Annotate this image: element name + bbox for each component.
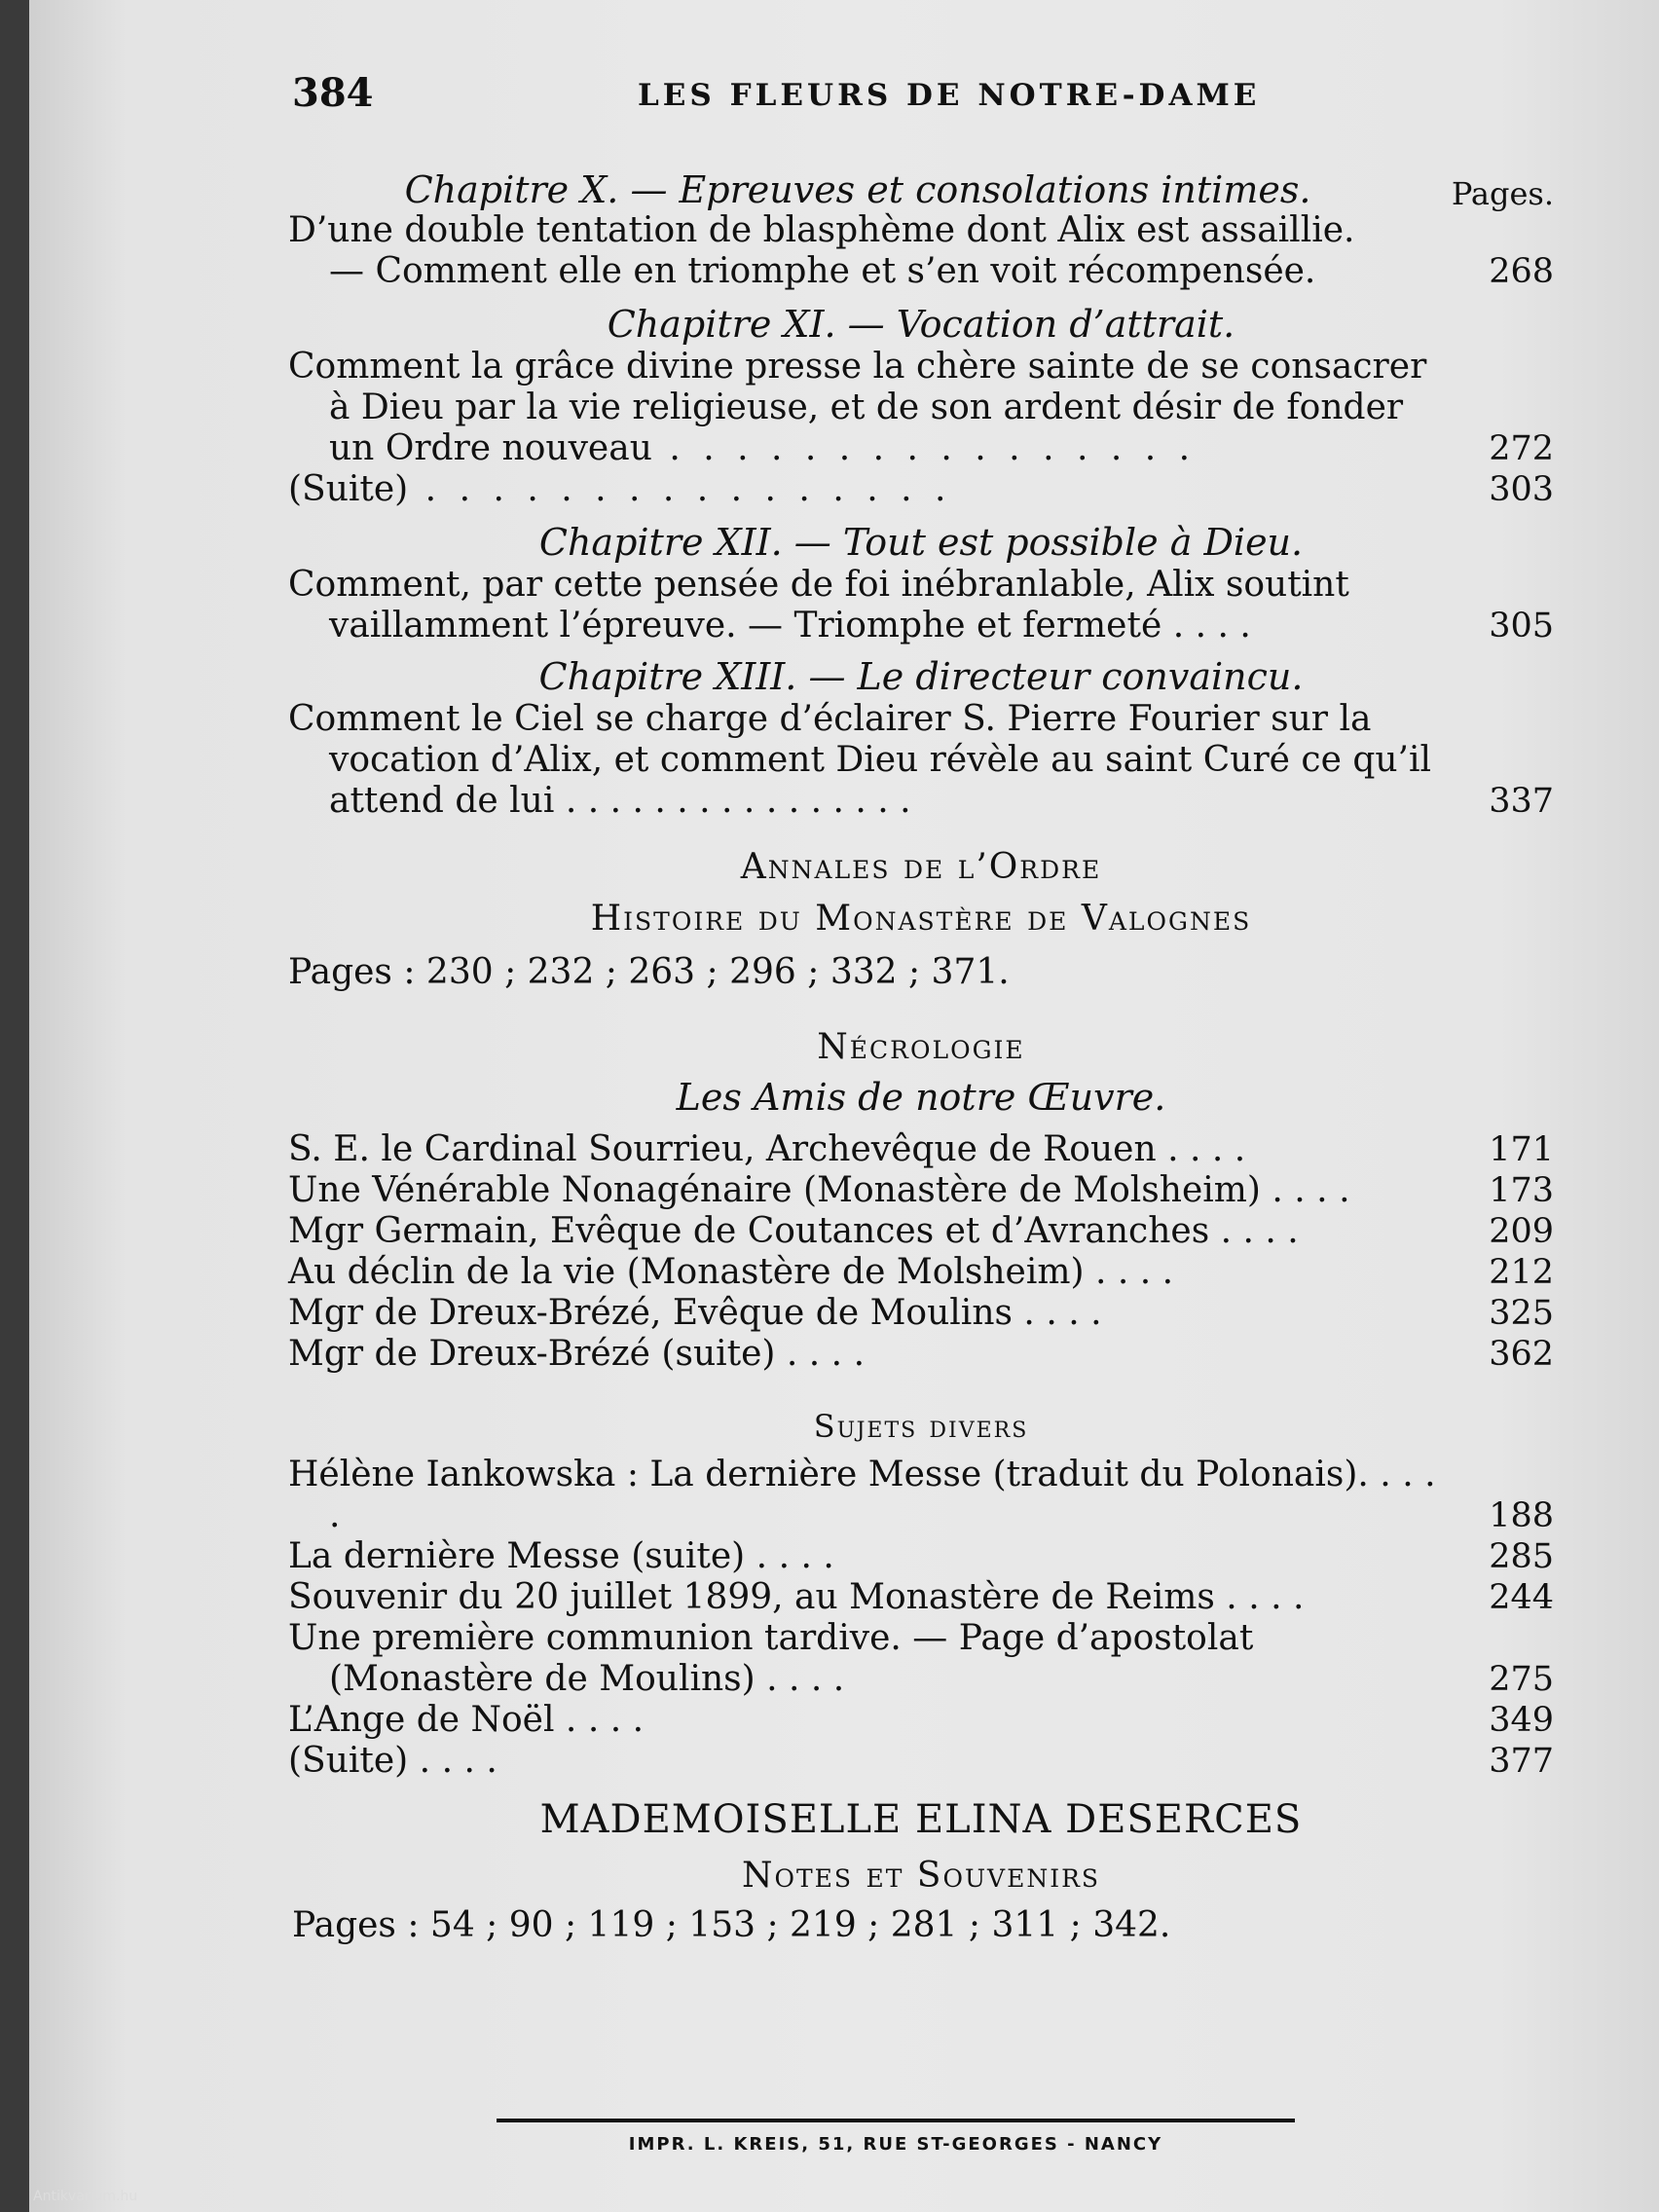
entry-text-line: — Comment elle en triomphe et s’en voit récompensée. — [329, 251, 1316, 291]
section-subheading: Histoire du Monastère de Valognes — [590, 899, 1252, 939]
divers-list — [288, 1455, 1554, 1782]
entry-text: Comment le Ciel se charge d’éclairer S. Pierre Fourier sur la vocation d’Alix, et comment Dieu révèle au saint Curé ce qu’il attend de lui — [288, 699, 1432, 821]
entry-page: 173 — [1489, 1171, 1554, 1210]
chapter-title: Chapitre XIII. — Le directeur convaincu. — [538, 655, 1304, 698]
dot-leader: . . . . — [1209, 1211, 1299, 1251]
entry-page: 377 — [1489, 1742, 1554, 1781]
entry-page: 349 — [1489, 1701, 1554, 1740]
dot-leader: . . . . — [745, 1536, 834, 1576]
toc-entry — [288, 1618, 1554, 1700]
toc-entry — [288, 1455, 1554, 1536]
entry-text: Mgr de Dreux-Brézé, Evêque de Moulins — [288, 1293, 1013, 1333]
watermark: Antikvarium.hu — [33, 2189, 138, 2204]
toc-entry — [288, 699, 1554, 822]
section-heading: Nécrologie — [817, 1027, 1025, 1067]
dot-leader — [652, 428, 1196, 468]
necrologie-list — [288, 1129, 1554, 1375]
toc-entry — [288, 1577, 1554, 1618]
entry-text-line: D’une double tentation de blasphème dont Alix est assaillie. — [288, 210, 1355, 250]
chapter-title: Chapitre XII. — Tout est possible à Dieu. — [538, 521, 1304, 564]
entry-text: Souvenir du 20 juillet 1899, au Monastère de Reims — [288, 1577, 1215, 1617]
dot-leader: . . . . — [1214, 1577, 1305, 1617]
dot-leader: . . . . — [1084, 1252, 1174, 1292]
page-references: Pages : 230 ; 232 ; 263 ; 296 ; 332 ; 371. — [288, 952, 1010, 992]
entry-page: 212 — [1489, 1253, 1554, 1292]
entry-page: 188 — [1489, 1496, 1554, 1535]
entry-text: Une Vénérable Nonagénaire (Monastère de Molsheim) — [288, 1170, 1261, 1210]
entry-page: 337 — [1489, 782, 1554, 821]
dot-leader — [408, 469, 951, 509]
printer-imprint: IMPR. L. KREIS, 51, RUE ST-GEORGES - NANCY — [628, 2134, 1163, 2155]
toc-entry — [288, 1129, 1554, 1170]
entry-page: 305 — [1489, 607, 1554, 645]
entry-page: 209 — [1489, 1212, 1554, 1251]
dot-leader: . . . . — [408, 1741, 498, 1781]
running-title: LES FLEURS DE NOTRE-DAME — [638, 78, 1261, 113]
entry-text: Hélène Iankowska : La dernière Messe (traduit du Polonais). — [288, 1455, 1369, 1494]
page-number: 384 — [292, 70, 374, 116]
dot-leader: . . . . — [329, 1455, 1436, 1535]
page-references: Pages : 54 ; 90 ; 119 ; 153 ; 219 ; 281 ; 311 ; 342. — [292, 1905, 1171, 1945]
dot-leader: . . . . . . . . . . . . . . . . — [554, 781, 911, 821]
entry-text: Comment, par cette pensée de foi inébranlable, Alix soutint vaillamment l’épreuve. — Triomphe et fermeté — [288, 565, 1349, 645]
entry-text: Mgr de Dreux-Brézé (suite) — [288, 1334, 776, 1374]
entry-text: Une première communion tardive. — Page d’apostolat (Monastère de Moulins) — [288, 1618, 1254, 1699]
entry-text: Au déclin de la vie (Monastère de Molsheim) — [288, 1252, 1085, 1292]
dot-leader: . . . . — [1012, 1293, 1102, 1333]
book-page — [29, 0, 1659, 2212]
dot-leader: . . . . — [1260, 1170, 1350, 1210]
dot-leader: . . . . — [1156, 1129, 1246, 1169]
entry-text: Mgr Germain, Evêque de Coutances et d’Avranches — [288, 1211, 1210, 1251]
toc-entry — [288, 210, 1554, 292]
entry-text: L’Ange de Noël — [288, 1700, 555, 1740]
section-heading: Annales de l’Ordre — [740, 847, 1102, 887]
entry-page: 268 — [1489, 252, 1554, 291]
toc-entry — [288, 1741, 1554, 1782]
chapter-title: Chapitre XI. — Vocation d’attrait. — [607, 303, 1235, 346]
toc-entry — [288, 347, 1554, 469]
dot-leader: . . . . — [1161, 606, 1251, 645]
dot-leader: . . . . — [554, 1700, 645, 1740]
chapter-title: Chapitre X. — Epreuves et consolations intimes. — [404, 168, 1311, 211]
pages-label: Pages. — [1451, 175, 1554, 212]
entry-page: 171 — [1489, 1130, 1554, 1169]
dot-leader: . . . . — [775, 1334, 866, 1374]
toc-entry — [288, 1252, 1554, 1293]
section-heading: MADEMOISELLE ELINA DESERCES — [539, 1797, 1303, 1842]
entry-text: Comment la grâce divine presse la chère sainte de se consacrer à Dieu par la vie religieuse, et de son ardent désir de fonder un Ordre nouveau — [288, 347, 1427, 468]
footer-rule — [497, 2119, 1295, 2122]
section-subheading: Notes et Souvenirs — [741, 1856, 1101, 1896]
entry-page: 272 — [1489, 429, 1554, 468]
toc-entry — [288, 469, 1554, 510]
toc-entry — [288, 1536, 1554, 1577]
chapter-heading — [288, 167, 1554, 212]
toc-entry — [288, 1170, 1554, 1211]
entry-page: 303 — [1489, 470, 1554, 509]
entry-page: 325 — [1489, 1294, 1554, 1333]
entry-text: S. E. le Cardinal Sourrieu, Archevêque de Rouen — [288, 1129, 1157, 1169]
toc-entry — [288, 565, 1554, 646]
table-of-contents — [288, 167, 1554, 1945]
page-header — [292, 70, 1538, 119]
section-subheading: Les Amis de notre Œuvre. — [676, 1076, 1166, 1119]
entry-page: 362 — [1489, 1335, 1554, 1374]
toc-entry — [288, 1211, 1554, 1252]
entry-text: (Suite) — [288, 1741, 409, 1781]
section-heading: Sujets divers — [813, 1408, 1029, 1445]
toc-entry — [288, 1334, 1554, 1375]
entry-page: 275 — [1489, 1660, 1554, 1699]
entry-page: 285 — [1489, 1537, 1554, 1576]
entry-text: (Suite) — [288, 469, 409, 509]
toc-entry — [288, 1293, 1554, 1334]
toc-entry — [288, 1700, 1554, 1741]
entry-text: La dernière Messe (suite) — [288, 1536, 746, 1576]
entry-page: 244 — [1489, 1578, 1554, 1617]
dot-leader: . . . . — [755, 1659, 845, 1699]
